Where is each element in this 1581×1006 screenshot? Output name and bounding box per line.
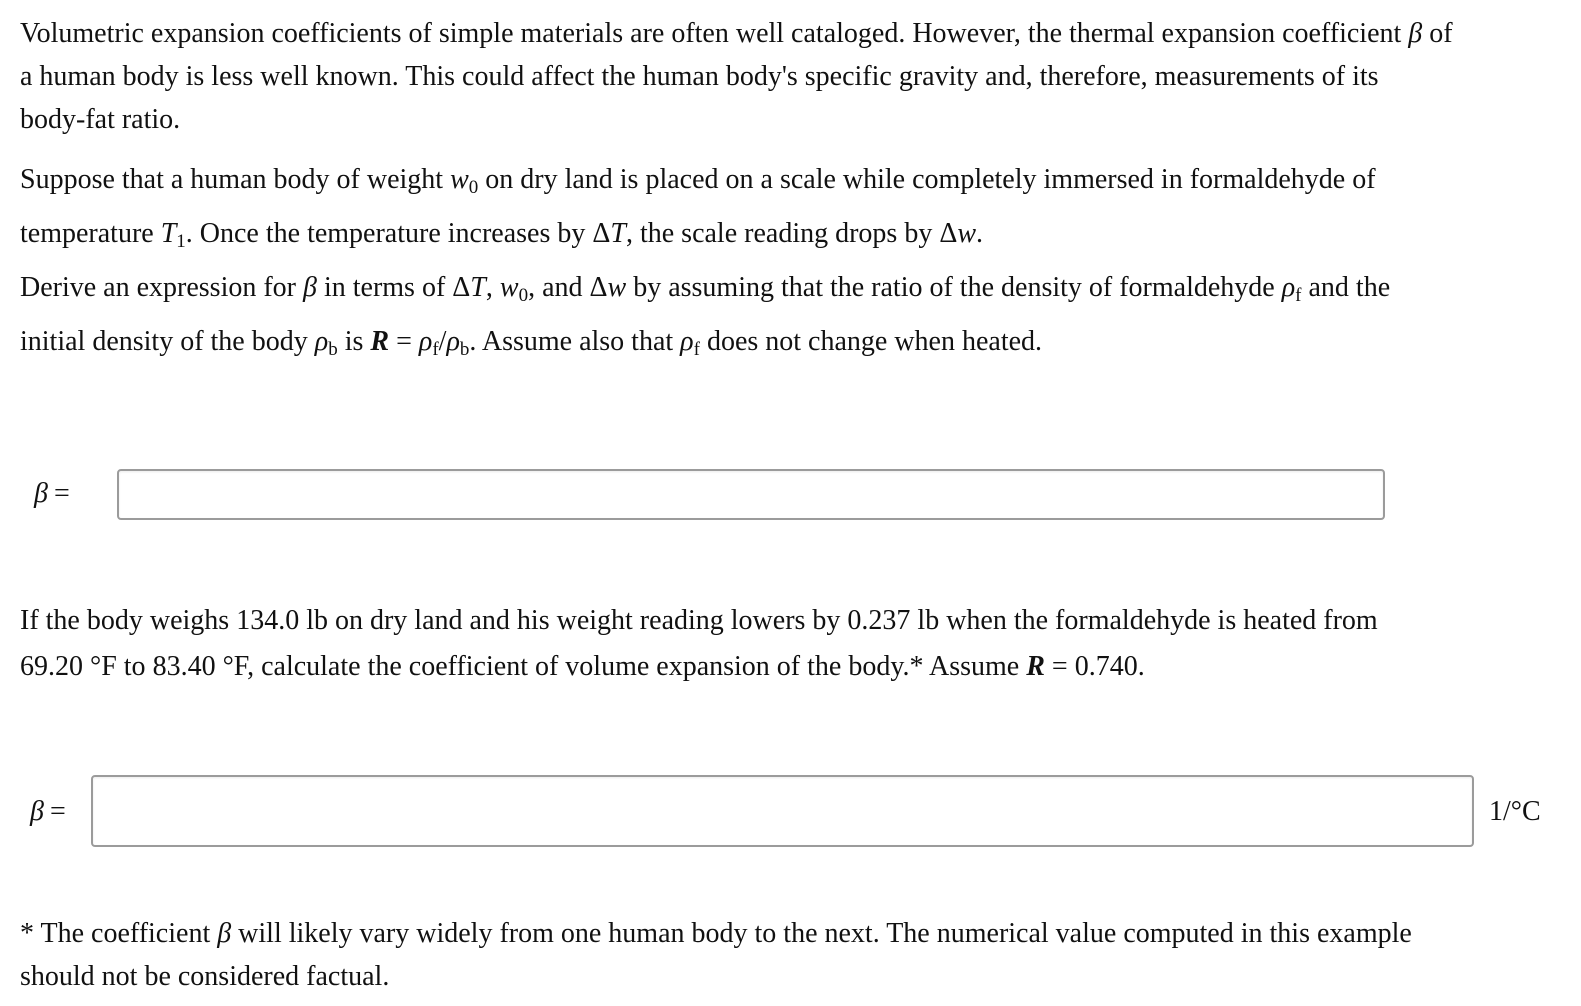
equals-sign: = — [389, 326, 419, 357]
subscript-b: b — [459, 339, 470, 360]
intro-line-1 — [20, 12, 1453, 55]
subscript-f: f — [693, 339, 700, 360]
derive-paragraph — [20, 266, 1390, 371]
beta-symbol: β — [303, 272, 317, 303]
derive-text: in terms of — [316, 272, 453, 303]
intro-paragraph — [20, 12, 1453, 141]
beta-symbol: β — [217, 918, 232, 949]
derive-text: is — [337, 326, 371, 357]
dry-weight-value: 134.0 lb — [236, 605, 328, 636]
delta-symbol: Δ — [939, 218, 958, 249]
setup-text: on dry land is placed on a scale while completely immersed in formaldehyde of — [478, 164, 1376, 195]
footnote-text: will likely vary widely from one human body to the next. The numerical value computed in this example — [231, 918, 1412, 949]
numeric-text: If the body weighs — [20, 605, 237, 636]
rho-symbol: ρ — [1281, 272, 1296, 303]
derive-text: . Assume also that — [469, 326, 681, 357]
T-symbol: T — [610, 218, 626, 249]
subscript-f: f — [1295, 285, 1302, 306]
equals-sign: = — [1044, 651, 1075, 682]
numeric-text: , calculate the coefficient of volume expansion of the body.* Assume — [247, 651, 1027, 682]
subscript-f: f — [432, 339, 439, 360]
comma: , — [528, 272, 536, 303]
rho-symbol: ρ — [680, 326, 694, 357]
w-symbol: w — [607, 272, 627, 303]
start-temperature-value: 69.20 °F — [20, 651, 117, 682]
derive-text: does not change when heated. — [699, 326, 1043, 357]
subscript-zero: 0 — [518, 285, 529, 306]
beta-numeric-input[interactable] — [91, 775, 1474, 847]
unit-label: 1/°C — [1489, 796, 1541, 827]
footnote-text: * The coefficient — [20, 918, 218, 949]
rho-symbol: ρ — [314, 326, 329, 357]
delta-symbol: Δ — [452, 272, 471, 303]
numeric-line-2 — [20, 645, 1378, 688]
equals-sign: = — [49, 796, 66, 827]
numeric-text: . — [1137, 651, 1145, 682]
intro-line-2: a human body is less well known. This could affect the human body's specific gravity and, therefore, measurements of its — [20, 61, 1379, 92]
beta-expression-input[interactable] — [117, 469, 1385, 520]
derive-text: and — [535, 272, 590, 303]
end-temperature-value: 83.40 °F — [152, 651, 248, 682]
numeric-line-1 — [20, 599, 1378, 642]
equals-sign: = — [53, 478, 70, 509]
R-symbol: R — [1026, 651, 1045, 682]
w-symbol: w — [957, 218, 977, 249]
derive-text: initial density of the body — [20, 326, 315, 357]
beta-symbol: β — [30, 796, 44, 827]
derive-text: Derive an expression for — [20, 272, 304, 303]
derive-text: and the — [1301, 272, 1391, 303]
setup-line-2 — [20, 212, 1376, 263]
R-value: 0.740 — [1074, 651, 1138, 682]
subscript-b: b — [328, 339, 338, 360]
T-symbol: T — [160, 218, 177, 249]
delta-symbol: Δ — [592, 218, 611, 249]
numeric-text: to — [116, 651, 153, 682]
numeric-text: when the formaldehyde is heated from — [939, 605, 1378, 636]
setup-text: Suppose that a human body of weight — [20, 164, 451, 195]
rho-symbol: ρ — [418, 326, 433, 357]
answer1-label — [34, 474, 70, 514]
footnote-line-1 — [20, 912, 1412, 955]
rho-symbol: ρ — [446, 326, 460, 357]
slash: / — [438, 326, 447, 357]
setup-text: . Once the temperature increases by — [185, 218, 593, 249]
setup-text: , the scale reading drops by — [625, 218, 940, 249]
w-symbol: w — [499, 272, 519, 303]
numeric-text: on dry land and his weight reading lowers by — [327, 605, 848, 636]
derive-line-1 — [20, 266, 1390, 317]
beta-symbol: β — [34, 478, 48, 509]
footnote — [20, 912, 1412, 998]
intro-text: of — [1422, 18, 1453, 49]
footnote-line-2: should not be considered factual. — [20, 961, 390, 992]
numeric-paragraph — [20, 599, 1378, 688]
delta-symbol: Δ — [589, 272, 608, 303]
derive-text: by assuming that the ratio of the density of formaldehyde — [626, 272, 1282, 303]
derive-line-2 — [20, 320, 1390, 371]
T-symbol: T — [470, 272, 486, 303]
subscript-zero: 0 — [468, 177, 479, 198]
beta-symbol: β — [1408, 18, 1423, 49]
setup-text: temperature — [20, 218, 161, 249]
setup-paragraph — [20, 158, 1376, 263]
setup-line-1 — [20, 158, 1376, 209]
R-symbol: R — [370, 326, 390, 357]
setup-text: . — [976, 218, 984, 249]
weight-drop-value: 0.237 lb — [847, 605, 940, 636]
intro-line-3: body-fat ratio. — [20, 104, 181, 135]
w-symbol: w — [450, 164, 469, 195]
comma: , — [485, 272, 493, 303]
subscript-one: 1 — [176, 231, 186, 252]
answer2-label — [30, 792, 66, 832]
intro-text: Volumetric expansion coefficients of simple materials are often well cataloged. However, the thermal expansion coefficient — [20, 18, 1409, 49]
